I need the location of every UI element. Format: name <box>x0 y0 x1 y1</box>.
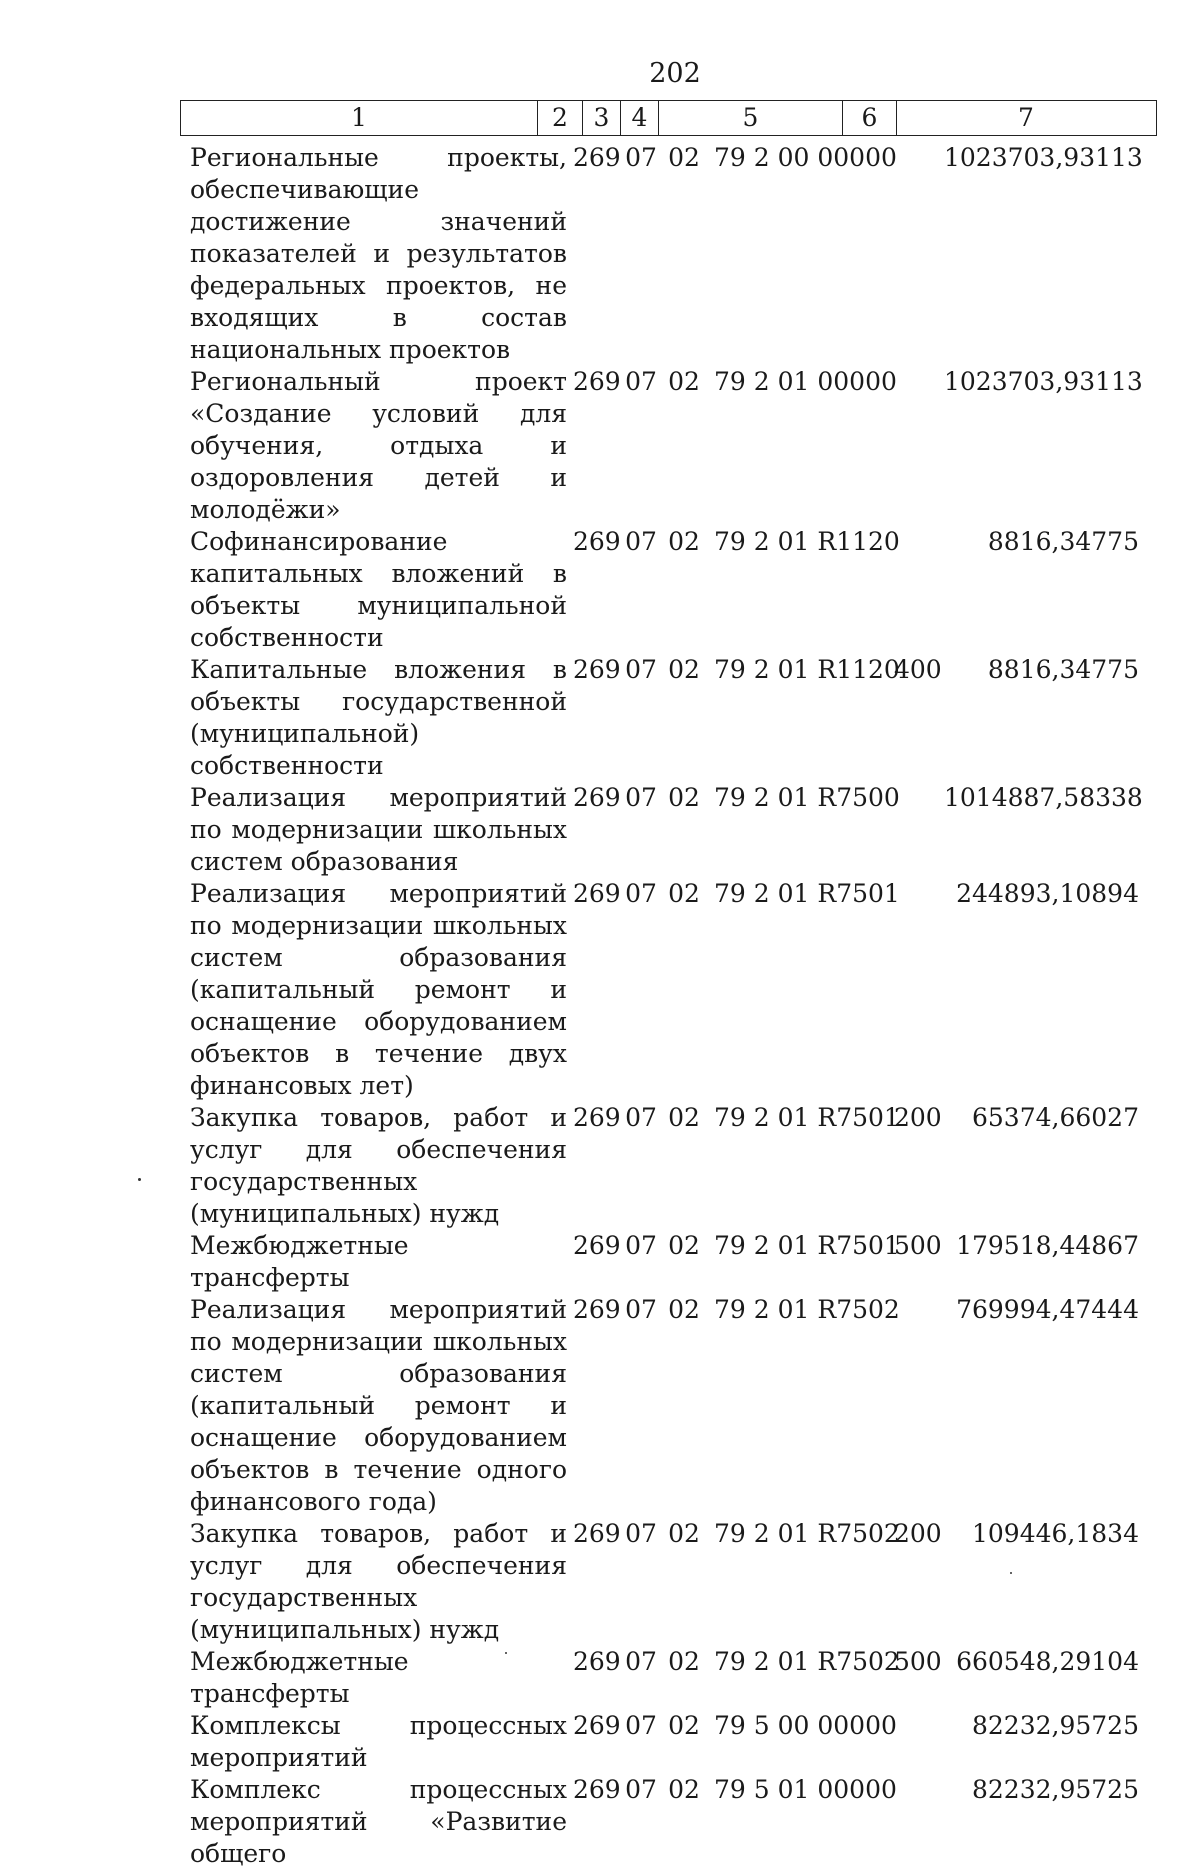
table-header <box>180 100 1157 136</box>
row-col-3: 07 <box>625 1647 657 1676</box>
row-description: Межбюджетные трансферты <box>190 1231 409 1292</box>
header-col-6: 6 <box>843 101 897 135</box>
row-col-3: 07 <box>625 143 657 172</box>
row-col-7: 65374,66027 <box>971 1103 1139 1132</box>
row-col-2: 269 <box>573 783 621 812</box>
row-description: Межбюджетные трансферты <box>190 1647 409 1708</box>
row-col-7: 8816,34775 <box>987 527 1139 556</box>
row-col-4: 02 <box>668 1231 700 1260</box>
row-col-5: 79 2 01 R7501 <box>714 879 900 908</box>
row-col-4: 02 <box>668 1103 700 1132</box>
table-row <box>190 526 1170 654</box>
row-col-5: 79 2 01 R7500 <box>714 783 900 812</box>
row-description: Капитальные вложения в объекты государственной (муниципальной) собственности <box>190 655 567 780</box>
header-col-7: 7 <box>1018 103 1034 132</box>
table-body <box>190 142 1170 1870</box>
row-col-2: 269 <box>573 1647 621 1676</box>
row-description: Софинансирование капитальных вложений в объекты муниципальной собственности <box>190 527 567 652</box>
row-col-6: 200 <box>894 1519 942 1548</box>
row-col-7: 1023703,93113 <box>944 143 1143 172</box>
row-col-3: 07 <box>625 1775 657 1804</box>
row-col-7: 244893,10894 <box>956 879 1139 908</box>
row-col-2: 269 <box>573 527 621 556</box>
row-col-6: 500 <box>894 1231 942 1260</box>
row-col-4: 02 <box>668 1519 700 1548</box>
row-col-2: 269 <box>573 655 621 684</box>
table-row <box>190 654 1170 782</box>
row-col-7: 179518,44867 <box>956 1231 1139 1260</box>
row-col-3: 07 <box>625 655 657 684</box>
row-description: Реализация мероприятий по модернизации школьных систем образования (капитальный ремонт и оснащение оборудованием объектов в течение двух финансовых лет) <box>190 879 567 1100</box>
header-col-2: 2 <box>538 101 583 135</box>
header-col-3: 3 <box>583 101 621 135</box>
row-col-5: 79 2 01 R1120 <box>714 655 900 684</box>
row-col-4: 02 <box>668 367 700 396</box>
row-description: Закупка товаров, работ и услуг для обеспечения государственных (муниципальных) нужд <box>190 1519 567 1644</box>
row-col-2: 269 <box>573 1103 621 1132</box>
row-col-7: 109446,1834 <box>971 1519 1139 1548</box>
table-row <box>190 1646 1170 1710</box>
table-row <box>190 142 1170 366</box>
row-col-4: 02 <box>668 879 700 908</box>
row-col-5: 79 5 00 00000 <box>714 1711 897 1740</box>
row-col-4: 02 <box>668 1775 700 1804</box>
row-col-2: 269 <box>573 1231 621 1260</box>
row-col-2: 269 <box>573 1775 621 1804</box>
table-row <box>190 1518 1170 1646</box>
row-col-7: 1014887,58338 <box>944 783 1143 812</box>
page-number: 202 <box>649 58 701 89</box>
row-col-2: 269 <box>573 1519 621 1548</box>
row-col-4: 02 <box>668 655 700 684</box>
table-row <box>190 1294 1170 1518</box>
scan-speck <box>505 1652 507 1654</box>
row-col-7: 660548,29104 <box>956 1647 1139 1676</box>
row-col-7: 1023703,93113 <box>944 367 1143 396</box>
scan-speck <box>138 1178 141 1181</box>
table-row <box>190 1102 1170 1230</box>
row-col-2: 269 <box>573 367 621 396</box>
table-row <box>190 782 1170 878</box>
row-col-6: 200 <box>894 1103 942 1132</box>
scan-speck <box>1010 1572 1012 1574</box>
row-description: Закупка товаров, работ и услуг для обеспечения государственных (муниципальных) нужд <box>190 1103 567 1228</box>
header-col-1: 1 <box>181 101 538 135</box>
table-row <box>190 1774 1170 1870</box>
row-col-4: 02 <box>668 527 700 556</box>
row-col-3: 07 <box>625 1711 657 1740</box>
table-row <box>190 878 1170 1102</box>
row-col-2: 269 <box>573 1295 621 1324</box>
row-col-2: 269 <box>573 1711 621 1740</box>
row-col-5: 79 2 01 R7501 <box>714 1103 900 1132</box>
header-col-4: 4 <box>621 101 659 135</box>
row-col-2: 269 <box>573 143 621 172</box>
row-col-3: 07 <box>625 527 657 556</box>
row-col-5: 79 2 01 R7502 <box>714 1647 900 1676</box>
row-col-7: 769994,47444 <box>956 1295 1139 1324</box>
table-row <box>190 1710 1170 1774</box>
row-col-6: 500 <box>894 1647 942 1676</box>
row-col-5: 79 2 01 R7502 <box>714 1295 900 1324</box>
row-col-3: 07 <box>625 783 657 812</box>
row-col-5: 79 2 01 00000 <box>714 367 897 396</box>
row-description: Реализация мероприятий по модернизации школьных систем образования (капитальный ремонт и оснащение оборудованием объектов в течение одного финансового года) <box>190 1295 567 1516</box>
row-col-6: 400 <box>894 655 942 684</box>
row-col-4: 02 <box>668 1295 700 1324</box>
row-col-2: 269 <box>573 879 621 908</box>
row-col-5: 79 2 01 R7501 <box>714 1231 900 1260</box>
row-col-5: 79 5 01 00000 <box>714 1775 897 1804</box>
table-row <box>190 366 1170 526</box>
row-col-7: 8816,34775 <box>987 655 1139 684</box>
row-description: Комплексы процессных мероприятий <box>190 1711 567 1772</box>
row-description: Комплекс процессных мероприятий «Развитие общего <box>190 1775 567 1868</box>
table-row <box>190 1230 1170 1294</box>
row-description: Региональный проект «Создание условий для обучения, отдыха и оздоровления детей и молодёжи» <box>190 367 567 524</box>
row-col-3: 07 <box>625 1231 657 1260</box>
row-col-3: 07 <box>625 1295 657 1324</box>
row-col-4: 02 <box>668 783 700 812</box>
row-col-7: 82232,95725 <box>971 1775 1139 1804</box>
row-col-5: 79 2 00 00000 <box>714 143 897 172</box>
row-description: Реализация мероприятий по модернизации школьных систем образования <box>190 783 567 876</box>
row-col-3: 07 <box>625 1519 657 1548</box>
header-col-5: 5 <box>659 101 843 135</box>
row-col-4: 02 <box>668 1711 700 1740</box>
row-col-4: 02 <box>668 143 700 172</box>
row-description: Региональные проекты, обеспечивающие достижение значений показателей и результатов федеральных проектов, не входящих в состав национальных проектов <box>190 143 567 364</box>
row-col-4: 02 <box>668 1647 700 1676</box>
row-col-3: 07 <box>625 1103 657 1132</box>
row-col-5: 79 2 01 R1120 <box>714 527 900 556</box>
row-col-5: 79 2 01 R7502 <box>714 1519 900 1548</box>
row-col-3: 07 <box>625 879 657 908</box>
row-col-3: 07 <box>625 367 657 396</box>
row-col-7: 82232,95725 <box>971 1711 1139 1740</box>
